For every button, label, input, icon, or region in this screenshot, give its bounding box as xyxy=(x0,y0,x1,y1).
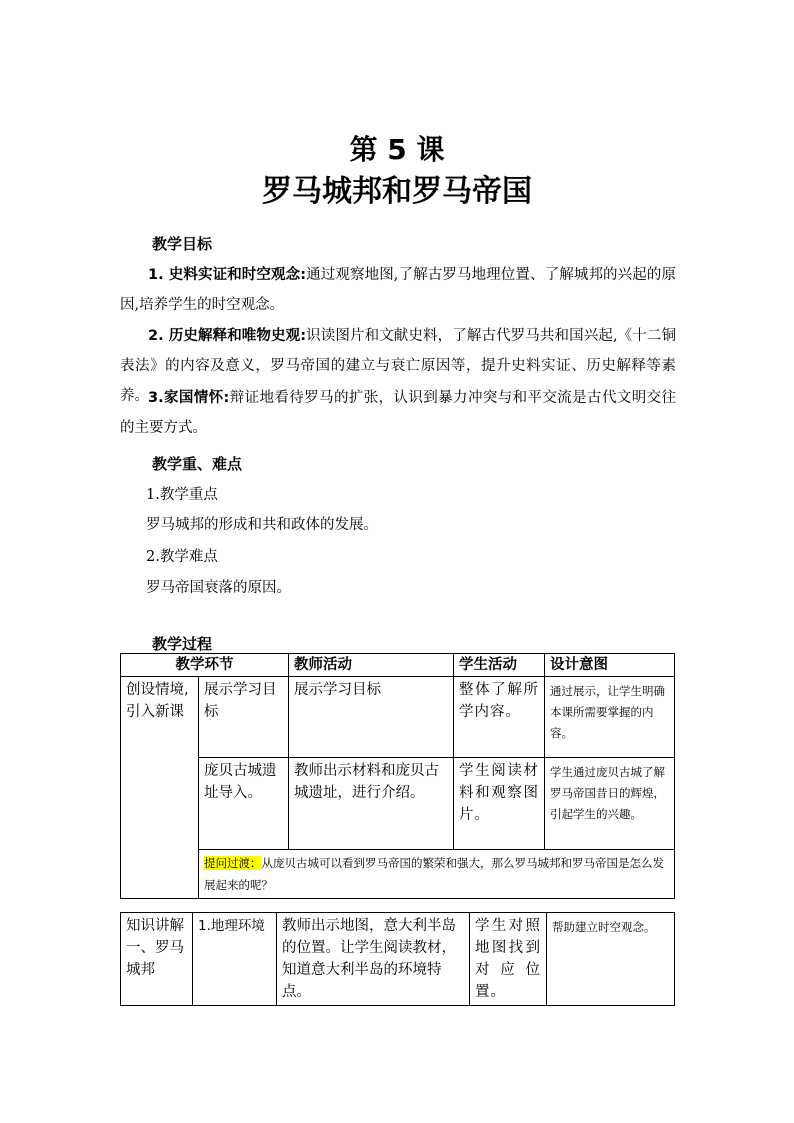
transition-cell xyxy=(199,850,675,899)
lesson-number: 第 5 课 xyxy=(349,133,445,166)
intent-cell: 帮助建立时空观念。 xyxy=(547,913,675,1006)
student-cell: 整体了解所学内容。 xyxy=(454,677,545,758)
step-cell: 展示学习目标 xyxy=(199,677,289,758)
lesson-title: 罗马城邦和罗马帝国 xyxy=(262,174,532,209)
table-row xyxy=(121,913,675,1006)
objective-label: 2. 历史解释和唯物史观: xyxy=(148,328,307,344)
intent-cell: 通过展示，让学生明确本课所需要掌握的内容。 xyxy=(545,677,675,758)
student-cell: 学生阅读材料和观察图片。 xyxy=(454,758,545,850)
step-cell: 1.地理环境 xyxy=(193,913,277,1006)
objective-label: 1. 史料实证和时空观念: xyxy=(148,267,307,283)
keypoints-heading: 教学重、难点 xyxy=(152,455,243,473)
objective-text: 辩证地看待罗马的扩张，认识到暴力冲突与和平交流是古代文明交往的主要方式。 xyxy=(120,390,676,436)
transition-row xyxy=(121,850,675,899)
process-table-1 xyxy=(120,653,675,899)
teacher-cell: 展示学习目标 xyxy=(289,677,454,758)
column-header-teacher: 教师活动 xyxy=(289,654,454,677)
student-cell: 学生对照地图找到对应位置。 xyxy=(470,913,547,1006)
table-row xyxy=(121,758,675,850)
objective-text: 通过观察地图,了解古罗马地理位置、了解城邦的兴起的原因,培养学生的时空观念。 xyxy=(120,267,676,313)
objective-text: 识读图片和文献史料，了解古代罗马共和国兴起,《十二铜表法》的内容及意义，罗马帝国的建立与衰亡原因等，提升史料实证、历史解释等素养。 xyxy=(120,328,676,404)
step-cell: 庞贝古城遗址导入。 xyxy=(199,758,289,850)
focus-text: 罗马城邦的形成和共和政体的发展。 xyxy=(146,517,378,533)
difficulty-text: 罗马帝国衰落的原因。 xyxy=(146,580,291,596)
focus-label: 1.教学重点 xyxy=(146,487,218,503)
process-heading: 教学过程 xyxy=(152,635,213,653)
column-header-stage: 教学环节 xyxy=(121,654,289,677)
process-table-2 xyxy=(120,912,675,1006)
transition-label: 提问过渡： xyxy=(204,856,262,870)
table-header-row xyxy=(121,654,675,677)
teacher-cell: 教师出示地图，意大利半岛的位置。让学生阅读教材，知道意大利半岛的环境特点。 xyxy=(277,913,470,1006)
objective-item-1 xyxy=(120,260,676,320)
objectives-heading: 教学目标 xyxy=(152,235,213,253)
teacher-cell: 教师出示材料和庞贝古城遗址，进行介绍。 xyxy=(289,758,454,850)
difficulty-label: 2.教学难点 xyxy=(146,549,218,565)
stage-cell: 知识讲解一、罗马城邦 xyxy=(121,913,193,1006)
objective-label: 3.家国情怀: xyxy=(148,390,230,406)
objective-item-3 xyxy=(120,383,676,443)
table-row xyxy=(121,677,675,758)
transition-text: 从庞贝古城可以看到罗马帝国的繁荣和强大，那么罗马城邦和罗马帝国是怎么发展起来的呢？ xyxy=(204,856,664,892)
stage-cell: 创设情境,引入新课 xyxy=(121,677,199,899)
intent-cell: 学生通过庞贝古城了解罗马帝国昔日的辉煌，引起学生的兴趣。 xyxy=(545,758,675,850)
column-header-student: 学生活动 xyxy=(454,654,545,677)
column-header-intent: 设计意图 xyxy=(545,654,675,677)
